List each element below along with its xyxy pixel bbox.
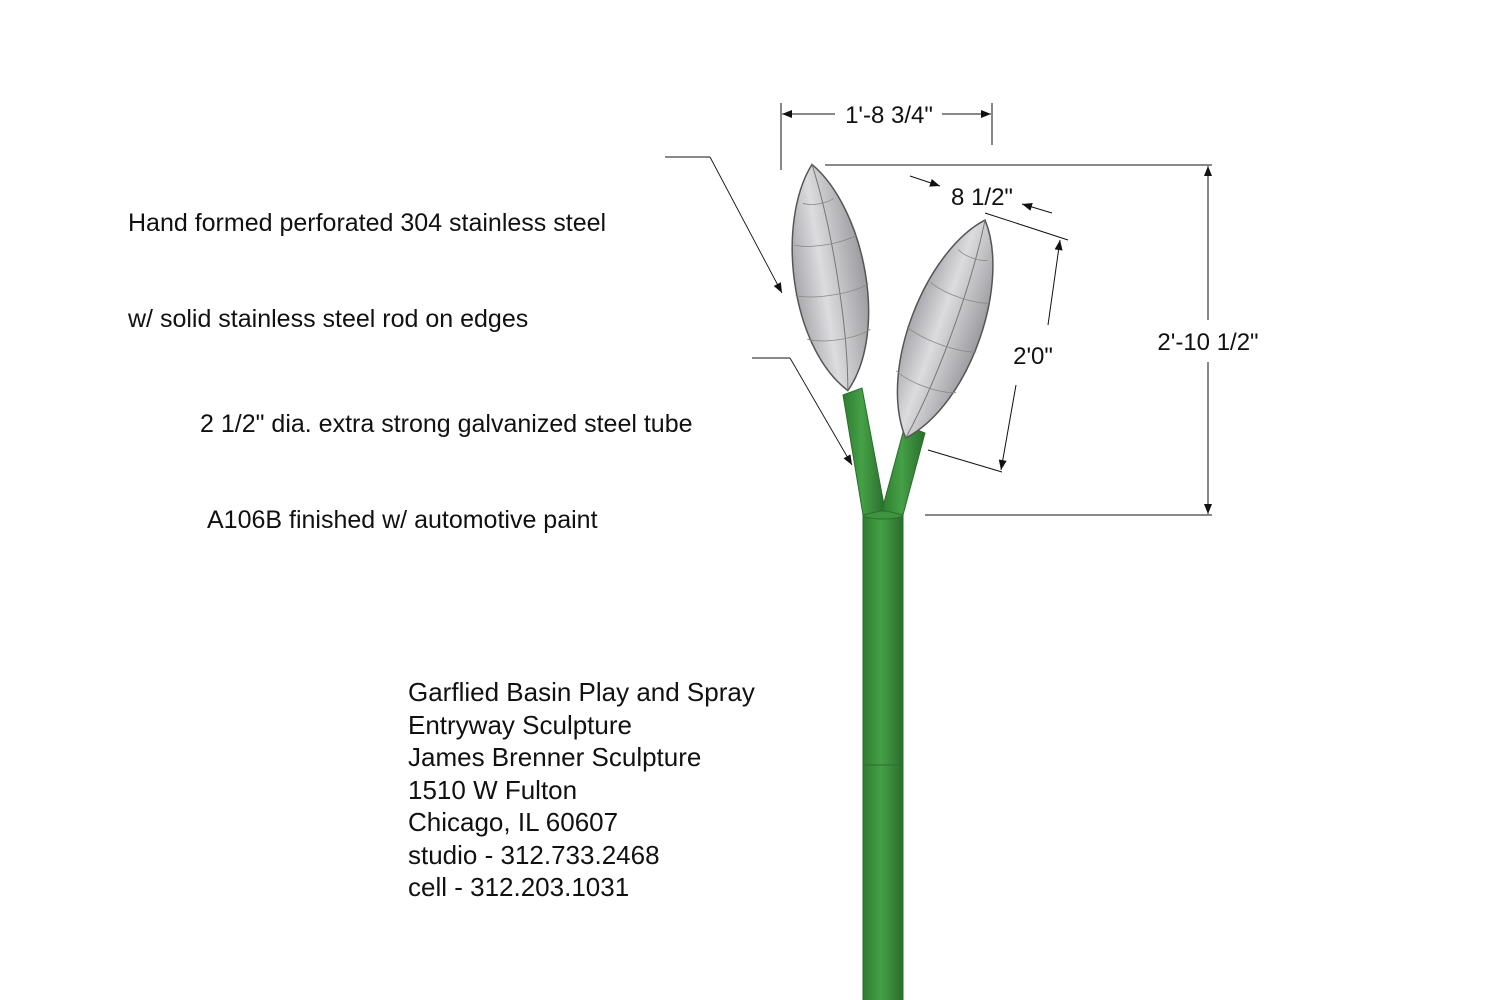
project-subject: Entryway Sculpture bbox=[408, 709, 632, 740]
leaf-width-label: 8 1/2" bbox=[951, 184, 1013, 211]
cell-phone: cell - 312.203.1031 bbox=[408, 872, 630, 902]
leaf-callout-leader bbox=[665, 157, 782, 293]
right-branch-tube bbox=[882, 425, 925, 515]
studio-street: 1510 W Fulton bbox=[408, 774, 578, 805]
project-name: Garflied Basin Play and Spray bbox=[408, 677, 755, 707]
leaf-material-line1: Hand formed perforated 304 stainless steel bbox=[128, 209, 607, 237]
total-width-label: 1'-8 3/4" bbox=[845, 102, 933, 129]
tube-material-callout bbox=[200, 344, 693, 568]
title-block bbox=[408, 676, 755, 904]
leaf-length-label: 2'0" bbox=[1013, 343, 1053, 370]
tube-material-line2: A106B finished w/ automotive paint bbox=[207, 506, 598, 534]
studio-city: Chicago, IL 60607 bbox=[408, 807, 619, 837]
studio-phone: studio - 312.733.2468 bbox=[408, 839, 660, 870]
right-leaf bbox=[871, 207, 1020, 450]
leaf-material-callout bbox=[128, 143, 606, 367]
main-tube bbox=[863, 511, 903, 1000]
leaf-material-line2: w/ solid stainless steel rod on edges bbox=[128, 305, 529, 333]
studio-name: James Brenner Sculpture bbox=[408, 742, 702, 772]
total-height-label: 2'-10 1/2" bbox=[1157, 329, 1259, 356]
tube-material-line1: 2 1/2" dia. extra strong galvanized steel tube bbox=[200, 410, 693, 438]
dimension-total-height bbox=[825, 165, 1212, 515]
left-branch-tube bbox=[843, 388, 885, 515]
